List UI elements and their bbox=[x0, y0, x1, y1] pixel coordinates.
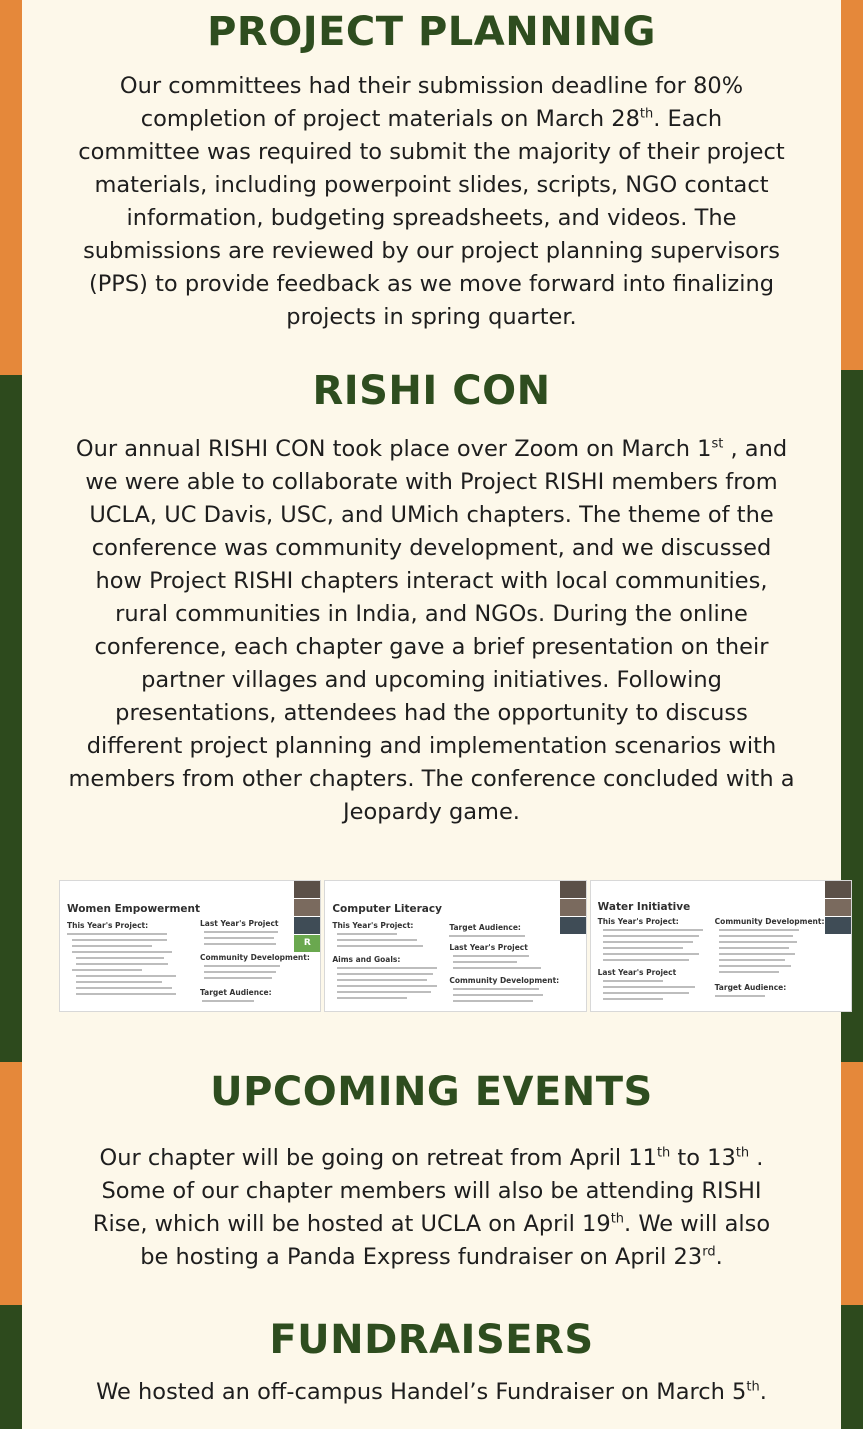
right-band-orange-bottom bbox=[841, 1062, 863, 1305]
participant-video bbox=[560, 881, 586, 898]
participant-video bbox=[560, 899, 586, 916]
slide-water-initiative bbox=[590, 880, 852, 1012]
text-line bbox=[603, 992, 689, 994]
upcoming-events-heading: UPCOMING EVENTS bbox=[210, 1069, 653, 1115]
text-line bbox=[449, 935, 525, 937]
text-line bbox=[453, 994, 543, 996]
text-line bbox=[337, 939, 417, 941]
fundraisers-section bbox=[22, 1316, 841, 1409]
slide-heading: Aims and Goals: bbox=[332, 955, 401, 964]
slide-title: Computer Literacy bbox=[332, 903, 442, 915]
slide-heading: Last Year's Project bbox=[449, 943, 528, 952]
left-band-green-bottom bbox=[0, 1305, 22, 1429]
text-line bbox=[337, 933, 397, 935]
text-line bbox=[603, 959, 689, 961]
slide-screenshots bbox=[59, 880, 852, 1012]
text-line bbox=[603, 980, 663, 982]
text-line bbox=[337, 985, 437, 987]
participant-video bbox=[825, 881, 851, 898]
video-participants bbox=[560, 881, 586, 935]
text-line bbox=[719, 929, 799, 931]
text-line bbox=[603, 929, 703, 931]
text-line bbox=[453, 955, 529, 957]
video-participants bbox=[294, 881, 320, 953]
right-band-orange-top bbox=[841, 0, 863, 370]
slide-heading: Target Audience: bbox=[714, 983, 787, 992]
text-line bbox=[603, 935, 699, 937]
participant-video bbox=[825, 917, 851, 934]
text-line bbox=[72, 939, 167, 941]
text-line bbox=[204, 931, 278, 933]
upcoming-events-section bbox=[22, 1068, 841, 1274]
participant-video bbox=[294, 881, 320, 898]
slide-title: Water Initiative bbox=[597, 901, 691, 913]
participant-video bbox=[294, 899, 320, 916]
text-line bbox=[453, 961, 517, 963]
text-line bbox=[719, 953, 795, 955]
text-line bbox=[337, 979, 427, 981]
participant-video bbox=[825, 899, 851, 916]
text-line bbox=[76, 975, 176, 977]
participant-avatar: R bbox=[294, 935, 320, 952]
slide-women-empowerment bbox=[59, 880, 321, 1012]
text-line bbox=[76, 993, 176, 995]
left-band-orange-top bbox=[0, 0, 22, 375]
text-line bbox=[719, 941, 797, 943]
text-line bbox=[715, 995, 765, 997]
rishi-con-section bbox=[22, 367, 841, 829]
slide-heading: Last Year's Project bbox=[200, 919, 279, 928]
slide-computer-literacy bbox=[324, 880, 586, 1012]
text-line bbox=[76, 981, 162, 983]
participant-video bbox=[560, 917, 586, 934]
text-line bbox=[72, 969, 142, 971]
right-band-green-bottom bbox=[841, 1305, 863, 1429]
text-line bbox=[337, 997, 407, 999]
project-planning-body: Our committees had their submission deadline for 80% completion of project materials on March 28th. Each committee was required to submit the majority of their project materials, including powerpoint slides, scripts, NGO contact information, budgeting spreadsheets, and videos. The submissions are reviewed by our project planning supervisors (PPS) to provide feedback as we move forward into finalizing projects in spring quarter. bbox=[78, 73, 785, 330]
slide-heading: Community Development: bbox=[200, 953, 310, 962]
text-line bbox=[337, 991, 431, 993]
text-line bbox=[204, 937, 274, 939]
text-line bbox=[72, 951, 172, 953]
rishi-con-heading: RISHI CON bbox=[312, 368, 551, 414]
left-band-green bbox=[0, 375, 22, 1062]
text-line bbox=[719, 965, 791, 967]
upcoming-events-body: Our chapter will be going on retreat from April 11th to 13th . Some of our chapter members will also be attending RISHI Rise, which will be hosted at UCLA on April 19th. We will also be hosting a Panda Express fundraiser on April 23rd. bbox=[92, 1145, 771, 1270]
text-line bbox=[204, 977, 272, 979]
slide-heading: This Year's Project: bbox=[67, 921, 149, 930]
participant-video bbox=[294, 917, 320, 934]
text-line bbox=[67, 933, 167, 935]
text-line bbox=[76, 963, 168, 965]
slide-heading: This Year's Project: bbox=[332, 921, 414, 930]
text-line bbox=[337, 967, 437, 969]
text-line bbox=[603, 947, 683, 949]
text-line bbox=[337, 945, 423, 947]
fundraisers-heading: FUNDRAISERS bbox=[269, 1317, 594, 1363]
text-line bbox=[453, 988, 539, 990]
newsletter-panel bbox=[22, 0, 841, 1429]
project-planning-heading: PROJECT PLANNING bbox=[207, 9, 656, 55]
slide-title: Women Empowerment bbox=[67, 903, 201, 915]
text-line bbox=[603, 986, 695, 988]
text-line bbox=[719, 959, 785, 961]
text-line bbox=[72, 945, 152, 947]
text-line bbox=[719, 947, 789, 949]
project-planning-section bbox=[22, 8, 841, 334]
slide-heading: Target Audience: bbox=[449, 923, 521, 932]
rishi-con-body: Our annual RISHI CON took place over Zoom on March 1st , and we were able to collaborate with Project RISHI members from UCLA, UC Davis, USC, and UMich chapters. The theme of the conference was community development, and we discussed how Project RISHI chapters interact with local communities, rural communities in India, and NGOs. During the online conference, each chapter gave a brief presentation on their partner villages and upcoming initiatives. Following presentations, attendees had the opportunity to discuss different project planning and implementation scenarios with members from other chapters. The conference concluded with a Jeopardy game. bbox=[68, 436, 795, 825]
slide-heading: Last Year's Project bbox=[597, 968, 677, 977]
slide-heading: This Year's Project: bbox=[597, 917, 679, 926]
left-band-orange-bottom bbox=[0, 1062, 22, 1305]
text-line bbox=[603, 941, 693, 943]
text-line bbox=[202, 1000, 254, 1002]
text-line bbox=[76, 987, 172, 989]
text-line bbox=[337, 973, 433, 975]
text-line bbox=[76, 957, 164, 959]
text-line bbox=[204, 965, 280, 967]
text-line bbox=[204, 943, 276, 945]
video-participants bbox=[825, 881, 851, 935]
slide-heading: Community Development: bbox=[449, 976, 560, 985]
text-line bbox=[719, 935, 793, 937]
text-line bbox=[204, 971, 276, 973]
text-line bbox=[453, 967, 541, 969]
text-line bbox=[603, 998, 663, 1000]
slide-heading: Target Audience: bbox=[200, 988, 272, 997]
text-line bbox=[453, 1000, 533, 1002]
text-line bbox=[603, 953, 699, 955]
text-line bbox=[719, 971, 779, 973]
slide-heading: Community Development: bbox=[714, 917, 825, 926]
fundraisers-body: We hosted an off-campus Handel’s Fundraiser on March 5th. bbox=[96, 1379, 767, 1405]
